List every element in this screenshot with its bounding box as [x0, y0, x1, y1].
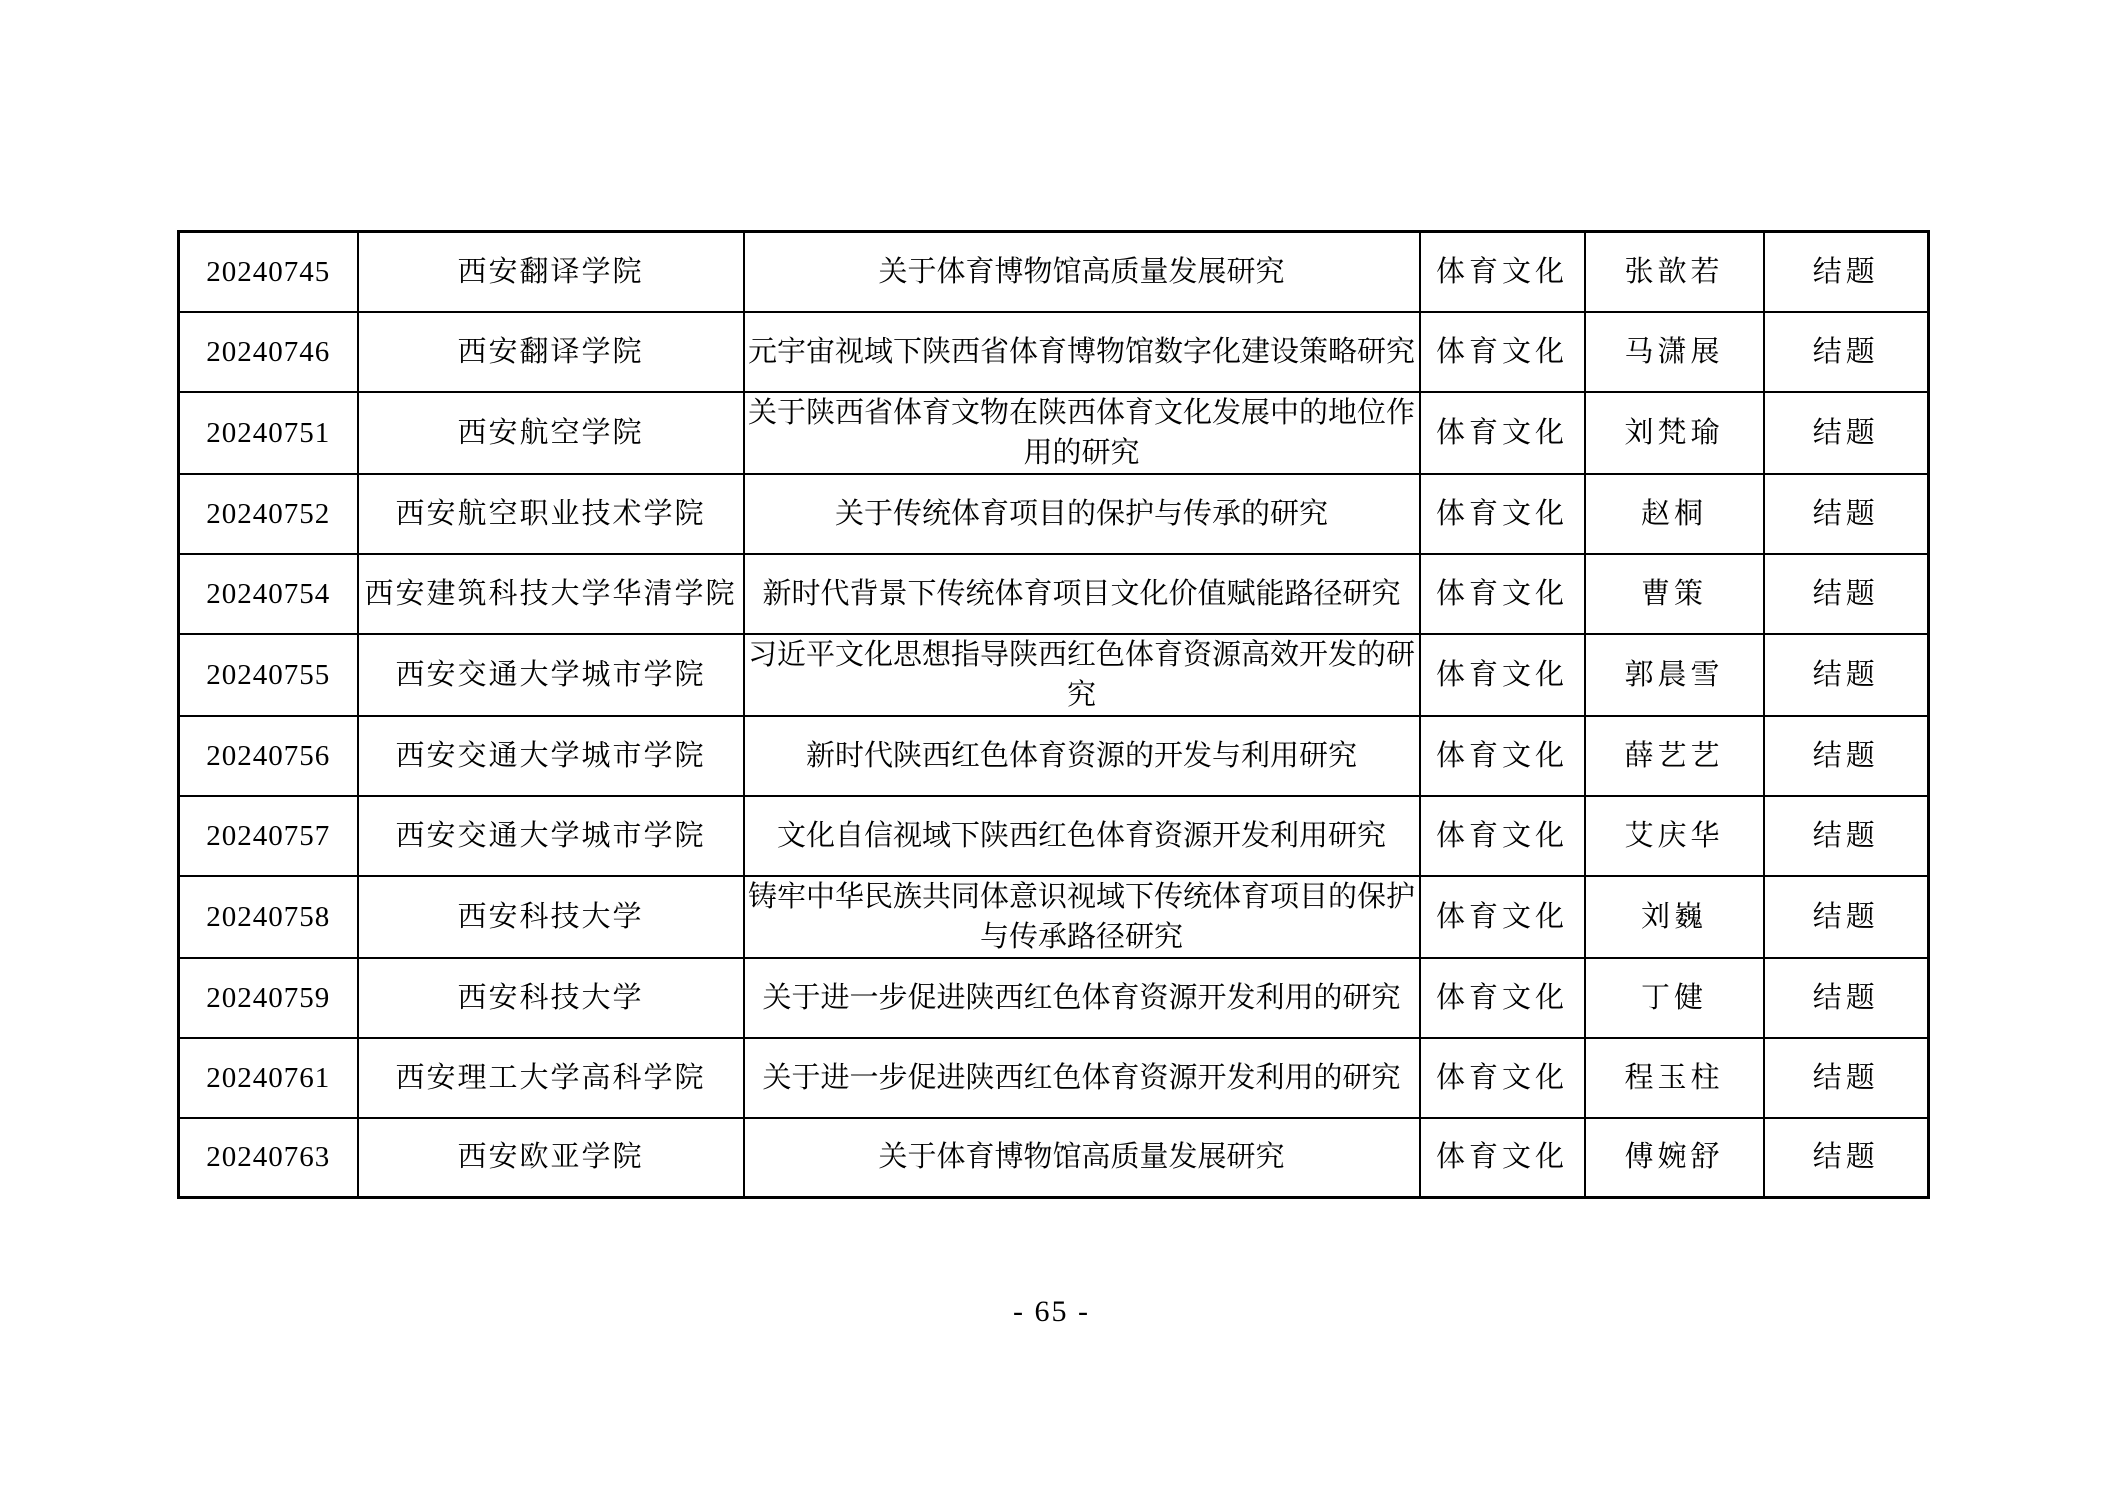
status: 结题 — [1764, 474, 1929, 554]
institution: 西安航空职业技术学院 — [358, 474, 744, 554]
project-title: 新时代背景下传统体育项目文化价值赋能路径研究 — [744, 554, 1420, 634]
category: 体育文化 — [1420, 958, 1585, 1038]
status: 结题 — [1764, 876, 1929, 958]
institution: 西安航空学院 — [358, 392, 744, 474]
project-id: 20240751 — [179, 392, 358, 474]
project-title: 习近平文化思想指导陕西红色体育资源高效开发的研究 — [744, 634, 1420, 716]
leader-name: 郭晨雪 — [1585, 634, 1764, 716]
project-id: 20240763 — [179, 1118, 358, 1198]
institution: 西安交通大学城市学院 — [358, 716, 744, 796]
category: 体育文化 — [1420, 876, 1585, 958]
table-row — [179, 232, 1929, 312]
status: 结题 — [1764, 554, 1929, 634]
project-id: 20240761 — [179, 1038, 358, 1118]
project-id: 20240755 — [179, 634, 358, 716]
institution: 西安建筑科技大学华清学院 — [358, 554, 744, 634]
project-title: 新时代陕西红色体育资源的开发与利用研究 — [744, 716, 1420, 796]
project-id: 20240759 — [179, 958, 358, 1038]
project-title: 关于进一步促进陕西红色体育资源开发利用的研究 — [744, 958, 1420, 1038]
page-number: - 65 - — [1013, 1295, 1090, 1328]
category: 体育文化 — [1420, 1118, 1585, 1198]
status: 结题 — [1764, 392, 1929, 474]
table-row — [179, 796, 1929, 876]
leader-name: 艾庆华 — [1585, 796, 1764, 876]
project-id: 20240746 — [179, 312, 358, 392]
status: 结题 — [1764, 232, 1929, 312]
institution: 西安交通大学城市学院 — [358, 796, 744, 876]
status: 结题 — [1764, 716, 1929, 796]
project-id: 20240752 — [179, 474, 358, 554]
category: 体育文化 — [1420, 474, 1585, 554]
leader-name: 曹策 — [1585, 554, 1764, 634]
project-title: 元宇宙视域下陕西省体育博物馆数字化建设策略研究 — [744, 312, 1420, 392]
institution: 西安交通大学城市学院 — [358, 634, 744, 716]
leader-name: 赵桐 — [1585, 474, 1764, 554]
status: 结题 — [1764, 796, 1929, 876]
project-title: 关于体育博物馆高质量发展研究 — [744, 1118, 1420, 1198]
institution: 西安翻译学院 — [358, 232, 744, 312]
table-row — [179, 634, 1929, 716]
category: 体育文化 — [1420, 392, 1585, 474]
institution: 西安理工大学高科学院 — [358, 1038, 744, 1118]
table-row — [179, 1118, 1929, 1198]
project-id: 20240756 — [179, 716, 358, 796]
table-row — [179, 312, 1929, 392]
status: 结题 — [1764, 958, 1929, 1038]
institution: 西安翻译学院 — [358, 312, 744, 392]
institution: 西安欧亚学院 — [358, 1118, 744, 1198]
project-title: 关于陕西省体育文物在陕西体育文化发展中的地位作用的研究 — [744, 392, 1420, 474]
table-row — [179, 958, 1929, 1038]
table-row — [179, 876, 1929, 958]
leader-name: 丁健 — [1585, 958, 1764, 1038]
institution: 西安科技大学 — [358, 958, 744, 1038]
status: 结题 — [1764, 634, 1929, 716]
category: 体育文化 — [1420, 232, 1585, 312]
table-row — [179, 1038, 1929, 1118]
leader-name: 刘巍 — [1585, 876, 1764, 958]
table-row — [179, 392, 1929, 474]
table-row — [179, 474, 1929, 554]
leader-name: 马潇展 — [1585, 312, 1764, 392]
project-id: 20240757 — [179, 796, 358, 876]
leader-name: 傅婉舒 — [1585, 1118, 1764, 1198]
project-title: 关于进一步促进陕西红色体育资源开发利用的研究 — [744, 1038, 1420, 1118]
leader-name: 张歆若 — [1585, 232, 1764, 312]
status: 结题 — [1764, 1038, 1929, 1118]
leader-name: 程玉柱 — [1585, 1038, 1764, 1118]
leader-name: 刘梵瑜 — [1585, 392, 1764, 474]
category: 体育文化 — [1420, 634, 1585, 716]
institution: 西安科技大学 — [358, 876, 744, 958]
category: 体育文化 — [1420, 796, 1585, 876]
category: 体育文化 — [1420, 312, 1585, 392]
status: 结题 — [1764, 1118, 1929, 1198]
project-id: 20240754 — [179, 554, 358, 634]
project-title: 文化自信视域下陕西红色体育资源开发利用研究 — [744, 796, 1420, 876]
category: 体育文化 — [1420, 554, 1585, 634]
project-id: 20240745 — [179, 232, 358, 312]
project-title: 关于体育博物馆高质量发展研究 — [744, 232, 1420, 312]
leader-name: 薛艺艺 — [1585, 716, 1764, 796]
table-row — [179, 554, 1929, 634]
project-id: 20240758 — [179, 876, 358, 958]
category: 体育文化 — [1420, 716, 1585, 796]
project-title: 铸牢中华民族共同体意识视域下传统体育项目的保护与传承路径研究 — [744, 876, 1420, 958]
status: 结题 — [1764, 312, 1929, 392]
projects-table — [177, 230, 1930, 1199]
category: 体育文化 — [1420, 1038, 1585, 1118]
project-title: 关于传统体育项目的保护与传承的研究 — [744, 474, 1420, 554]
table-row — [179, 716, 1929, 796]
